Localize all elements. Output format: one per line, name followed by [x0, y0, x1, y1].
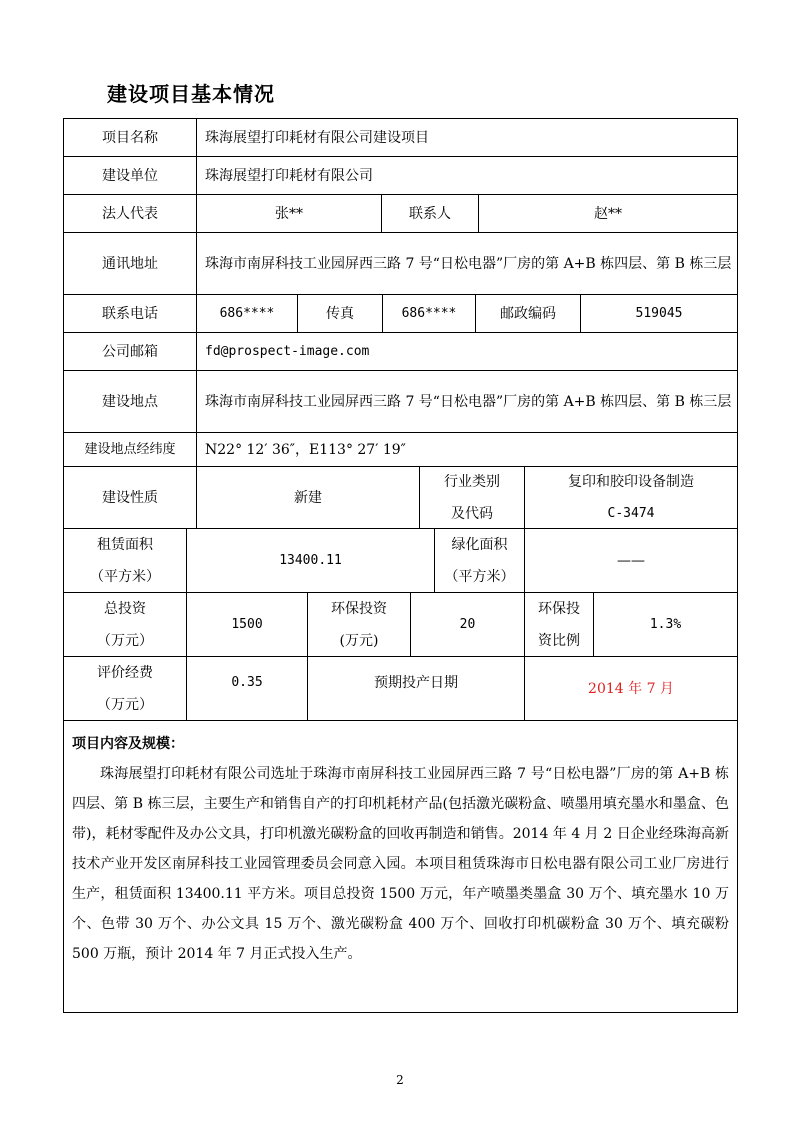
label-builder: 建设单位: [64, 157, 197, 194]
label-industry: 行业类别 及代码: [420, 467, 525, 528]
row-assessment: [64, 657, 737, 721]
label-postcode: 邮政编码: [476, 295, 581, 332]
row-investment: [64, 593, 737, 657]
value-green: ——: [617, 552, 645, 569]
content-body: 珠海展望打印耗材有限公司选址于珠海市南屏科技工业园屏西三路 7 号“日松电器”厂房的第 A+B 栋四层、第 B 栋三层，主要生产和销售自产的打印机耗材产品(包括激光碳粉盒、喷墨用填充墨水和墨盒、色带)，耗材零配件及办公文具，打印机激光碳粉盒的回收再制造和销售。2014 年 4 月 2 日企业经珠海高新技术产业开发区南屏科技工业园管理委员会同意入园。本项目租赁珠海市日松电器有限公司工业厂房进行生产，租赁面积 13400.11 平方米。项目总投资 1500 万元，年产喷墨类墨盒 30 万个、填充墨水 10 万个、色带 30 万个、办公文具 15 万个、激光碳粉盒 400 万个、回收打印机碳粉盒 30 万个、填充碳粉 500 万瓶，预计 2014 年 7 月正式投入生产。: [72, 766, 729, 962]
value-area: 13400.11: [187, 529, 435, 592]
label-coords: 建设地点经纬度: [64, 433, 197, 466]
row-nature: [64, 467, 737, 529]
value-nature: 新建: [197, 467, 420, 528]
label-investment: 总投资 （万元）: [64, 593, 187, 656]
label-green: 绿化面积 （平方米）: [435, 529, 525, 592]
label-phone: 联系电话: [64, 295, 197, 332]
label-production-date: 预期投产日期: [308, 657, 525, 720]
value-production-date: 2014 年 7 月: [588, 680, 674, 697]
label-legal-rep: 法人代表: [64, 195, 197, 232]
label-env-investment: 环保投资 (万元): [308, 593, 411, 656]
row-site: [64, 371, 737, 433]
label-area: 租赁面积 （平方米）: [64, 529, 187, 592]
value-env-ratio: 1.3%: [649, 616, 682, 632]
value-email: fd@prospect-image.com: [205, 343, 370, 359]
label-email: 公司邮箱: [64, 333, 197, 370]
label-site: 建设地点: [64, 371, 197, 432]
label-env-ratio: 环保投 资比例: [525, 593, 594, 656]
value-investment: 1500: [187, 593, 308, 656]
row-builder: [64, 157, 737, 195]
label-project-name: 项目名称: [64, 119, 197, 156]
page-title: 建设项目基本情况: [107, 82, 275, 106]
row-coords: [64, 433, 737, 467]
row-area: [64, 529, 737, 593]
value-contact: 赵**: [594, 205, 622, 222]
row-project-name: [64, 119, 737, 157]
content-heading: 项目内容及规模：: [72, 736, 184, 752]
label-address: 通讯地址: [64, 233, 197, 294]
value-site: 珠海市南屏科技工业园屏西三路 7 号“日松电器”厂房的第 A+B 栋四层、第 B 栋三层: [205, 393, 732, 410]
label-contact: 联系人: [382, 195, 479, 232]
label-fax: 传真: [298, 295, 383, 332]
row-address: [64, 233, 737, 295]
project-content-section: [64, 721, 737, 1012]
label-nature: 建设性质: [64, 467, 197, 528]
info-table: [63, 118, 738, 1013]
value-coords: N22° 12′ 36″，E113° 27′ 19″: [205, 441, 406, 458]
value-address: 珠海市南屏科技工业园屏西三路 7 号“日松电器”厂房的第 A+B 栋四层、第 B 栋三层: [205, 255, 732, 272]
label-assessment: 评价经费 （万元）: [64, 657, 187, 720]
value-industry: 复印和胶印设备制造 C-3474: [568, 473, 694, 521]
row-phone: [64, 295, 737, 333]
value-assessment: 0.35: [187, 657, 308, 720]
value-phone: 686****: [197, 295, 298, 332]
value-builder: 珠海展望打印耗材有限公司: [205, 167, 373, 184]
value-env-investment: 20: [411, 593, 525, 656]
value-project-name: 珠海展望打印耗材有限公司建设项目: [205, 129, 429, 146]
value-fax: 686****: [383, 295, 476, 332]
value-legal-rep: 张**: [197, 195, 382, 232]
row-email: [64, 333, 737, 371]
value-postcode: 519045: [635, 305, 683, 321]
page-number: 2: [396, 1073, 404, 1087]
row-legal-rep: [64, 195, 737, 233]
